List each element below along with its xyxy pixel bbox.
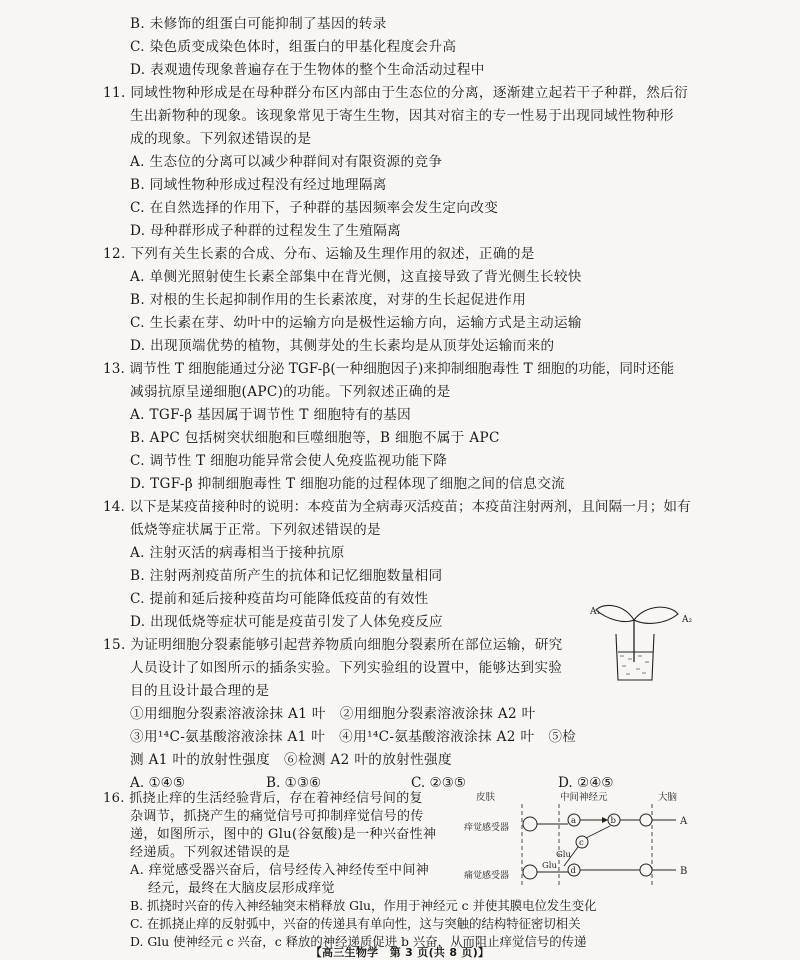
label-a1: A₁ (590, 607, 601, 617)
text-line: 生出新物种的现象。该现象常见于寄生生物，因其对宿主的专一性易于出现同域性物种形 (130, 108, 674, 124)
text-line: D. 表观遗传现象普遍存在于生物体的整个生命活动过程中 (130, 62, 485, 78)
text-line: 经元，最终在大脑皮层形成痒觉 (148, 881, 335, 896)
page-footer: 【高三生物学 第 3 页(共 8 页)】 (310, 946, 490, 959)
text-line: 目的且设计最合理的是 (130, 683, 270, 699)
text-line: B. 同域性物种形成过程没有经过地理隔离 (130, 177, 387, 193)
text-line: 递，如图所示，图中的 Glu(谷氨酸)是一种兴奋性神 (130, 827, 437, 842)
text-line: 12. 下列有关生长素的合成、分布、运输及生理作用的叙述，正确的是 (103, 246, 535, 262)
text-line: C. 在自然选择的作用下，子种群的基因频率会发生定向改变 (130, 200, 499, 216)
text-line: C. 在抓挠止痒的反射弧中，兴奋的传递具有单向性，这与突触的结构特征密切相关 (130, 916, 581, 931)
text-line: B. 未修饰的组蛋白可能抑制了基因的转录 (130, 16, 387, 32)
text-line: 14. 以下是某疫苗接种时的说明：本疫苗为全病毒灭活疫苗；本疫苗注射两剂，且间隔一月；如有 (103, 499, 691, 515)
text-line: ③用¹⁴C-氨基酸溶液涂抹 A1 叶 ④用¹⁴C-氨基酸溶液涂抹 A2 叶 ⑤检 (130, 729, 577, 745)
text-line: C. 生长素在芽、幼叶中的运输方向是极性运输方向，运输方式是主动运输 (130, 315, 582, 331)
text-line: 16. 抓挠止痒的生活经验背后，存在着神经信号间的复 (103, 791, 423, 806)
text-line: C. 染色质变成染色体时，组蛋白的甲基化程度会升高 (130, 39, 457, 55)
text-line: 测 A1 叶的放射性强度 ⑥检测 A2 叶的放射性强度 (130, 752, 452, 768)
q15-option-b: B. ①③⑥ (266, 775, 322, 791)
q15-option-c: C. ②③⑤ (411, 775, 467, 791)
text-line: A. 注射灭活的病毒相当于接种抗原 (130, 545, 345, 561)
text-line: B. 对根的生长起抑制作用的生长素浓度，对芽的生长起促进作用 (130, 292, 527, 308)
node-a: a (571, 816, 577, 826)
text-line: ①用细胞分裂素溶液涂抹 A1 叶 ②用细胞分裂素溶液涂抹 A2 叶 (130, 706, 536, 722)
text-line: A. 单侧光照射使生长素全部集中在背光侧，这直接导致了背光侧生长较快 (130, 269, 582, 285)
label-itch-receptor: 痒觉感受器 (464, 823, 510, 833)
label-out-a: A (680, 816, 688, 827)
text-line: B. 抓挠时兴奋的传入神经轴突末梢释放 Glu，作用于神经元 c 并使其膜电位发生变化 (130, 898, 597, 913)
text-line: A. 痒觉感受器兴奋后，信号经传入神经传至中间神 (130, 863, 430, 878)
label-a2: A₂ (682, 615, 693, 625)
text-line: D. 出现低烧等症状可能是疫苗引发了人体免疫反应 (130, 614, 443, 630)
itch-pain-neural-circuit-figure (462, 786, 702, 894)
node-c: c (579, 838, 584, 848)
label-interneuron: 中间神经元 (560, 792, 608, 803)
label-brain: 大脑 (658, 792, 678, 803)
text-line: D. 母种群形成子种群的过程发生了生殖隔离 (130, 223, 402, 239)
text-line: D. TGF-β 抑制细胞毒性 T 细胞功能的过程体现了细胞之间的信息交流 (130, 476, 566, 492)
node-d: d (570, 866, 576, 876)
text-line: 成的现象。下列叙述错误的是 (130, 131, 312, 147)
q15-option-a: A. ①④⑤ (130, 775, 186, 791)
cutting-experiment-figure (590, 596, 702, 688)
leaf-a2-shape (634, 607, 678, 623)
text-line: C. 调节性 T 细胞功能异常会使人免疫监视功能下降 (130, 453, 448, 469)
text-line: 13. 调节性 T 细胞能通过分泌 TGF-β(一种细胞因子)来抑制细胞毒性 T 细胞的功能，同时还能 (103, 361, 675, 377)
text-line: 人员设计了如图所示的插条实验。下列实验组的设置中，能够达到实验 (130, 660, 563, 676)
q15-option-d: D. ②④⑤ (558, 775, 614, 791)
text-line: A. TGF-β 基因属于调节性 T 细胞特有的基因 (130, 407, 412, 423)
beaker-shape (616, 634, 654, 680)
text-line: D. Glu 使神经元 c 兴奋，c 释放的神经递质促进 b 兴奋，从而阻止痒觉信号的传递 (130, 934, 587, 949)
text-line: C. 提前和延后接种疫苗均可能降低疫苗的有效性 (130, 591, 429, 607)
node-b: b (610, 816, 616, 826)
text-line: 11. 同域性物种形成是在母种群分布区内部由于生态位的分离，逐渐建立起若干子种群，然后衍 (103, 85, 689, 101)
label-glu-top: Glu (556, 850, 571, 860)
text-line: 杂调节，抓挠产生的痛觉信号可抑制痒觉信号的传 (130, 809, 424, 824)
label-skin: 皮肤 (476, 792, 496, 803)
text-line: B. 注射两剂疫苗所产生的抗体和记忆细胞数量相同 (130, 568, 443, 584)
label-out-b: B (680, 866, 688, 877)
text-line: 15. 为证明细胞分裂素能够引起营养物质向细胞分裂素所在部位运输，研究 (103, 637, 563, 653)
text-line: 减弱抗原呈递细胞(APC)的功能。下列叙述正确的是 (130, 384, 451, 400)
text-line: 低烧等症状属于正常。下列叙述错误的是 (130, 522, 381, 538)
leaf-a1-shape (596, 605, 634, 621)
text-line: 经递质。下列叙述错误的是 (130, 845, 291, 860)
text-line: A. 生态位的分离可以减少种群间对有限资源的竞争 (130, 154, 443, 170)
text-line: B. APC 包括树突状细胞和巨噬细胞等，B 细胞不属于 APC (130, 430, 500, 446)
text-line: D. 出现顶端优势的植物，其侧芽处的生长素均是从顶芽处运输而来的 (130, 338, 555, 354)
label-pain-receptor: 痛觉感受器 (464, 871, 510, 881)
label-glu-bottom: Glu (542, 861, 557, 871)
